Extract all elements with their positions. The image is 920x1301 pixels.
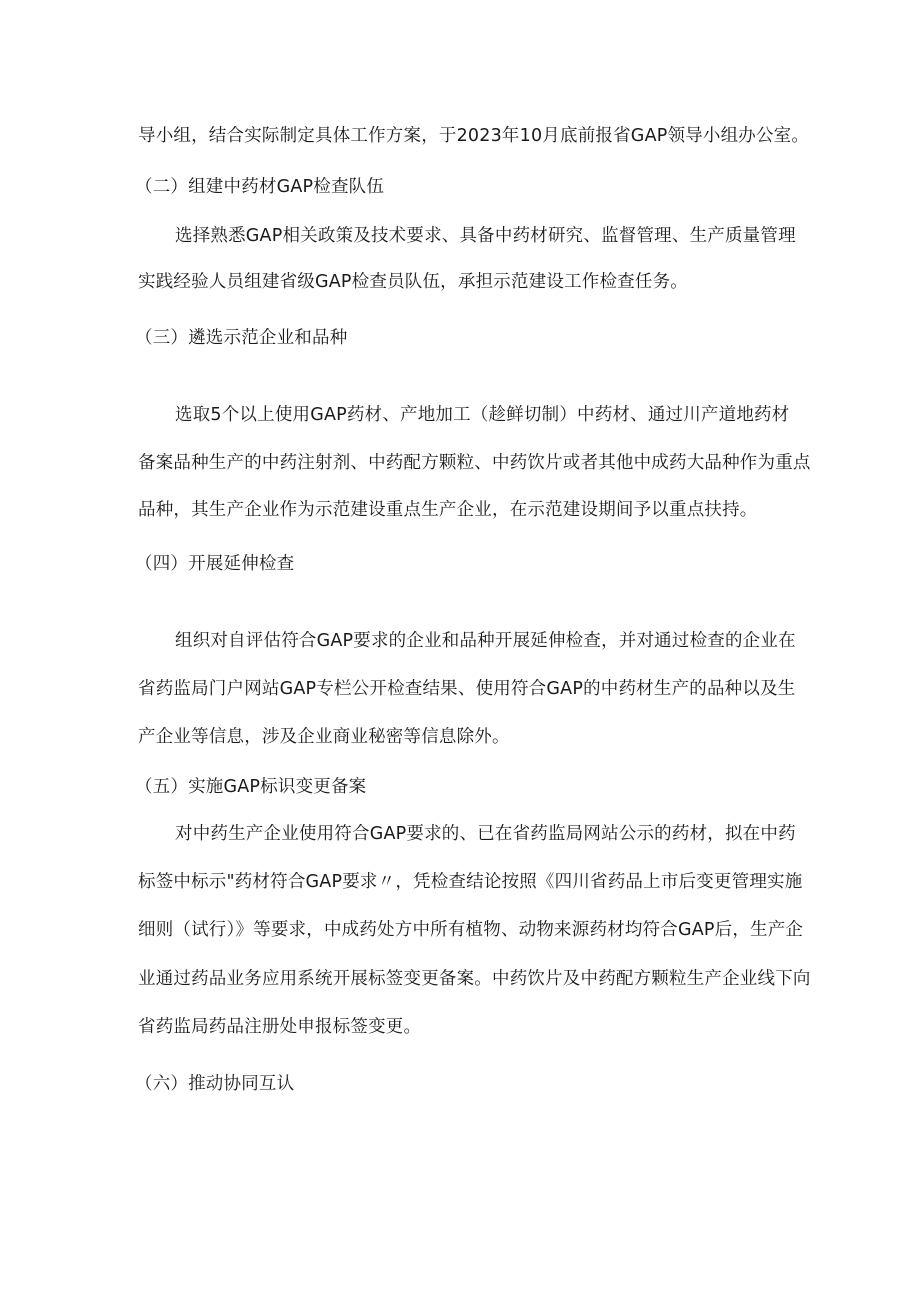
paragraph-line: 业通过药品业务应用系统开展标签变更备案。中药饮片及中药配方颗粒生产企业线下向 bbox=[138, 969, 811, 989]
section-heading-4: （四）开展延伸检查 bbox=[135, 554, 295, 574]
section-heading-3: （三）遴选示范企业和品种 bbox=[135, 328, 348, 348]
paragraph-line: 选取5个以上使用GAP药材、产地加工（趁鲜切制）中药材、通过川产道地药材 bbox=[175, 405, 790, 425]
paragraph-line: 产企业等信息，涉及企业商业秘密等信息除外。 bbox=[138, 727, 510, 747]
paragraph-line: 标签中标示"药材符合GAP要求〃，凭检查结论按照《四川省药品上市后变更管理实施 bbox=[138, 872, 803, 892]
paragraph-line: 细则（试行）》等要求，中成药处方中所有植物、动物来源药材均符合GAP后，生产企 bbox=[138, 920, 804, 940]
paragraph-line: 省药监局药品注册处申报标签变更。 bbox=[138, 1017, 422, 1037]
section-heading-5: （五）实施GAP标识变更备案 bbox=[135, 777, 367, 797]
paragraph-continuation-line: 导小组，结合实际制定具体工作方案，于2023年10月底前报省GAP领导小组办公室。 bbox=[138, 126, 810, 146]
paragraph-line: 品种，其生产企业作为示范建设重点生产企业，在示范建设期间予以重点扶持。 bbox=[138, 500, 758, 520]
section-heading-6: （六）推动协同互认 bbox=[135, 1074, 295, 1094]
paragraph-line: 选择熟悉GAP相关政策及技术要求、具备中药材研究、监督管理、生产质量管理 bbox=[175, 226, 796, 246]
paragraph-line: 省药监局门户网站GAP专栏公开检查结果、使用符合GAP的中药材生产的品种以及生 bbox=[138, 679, 796, 699]
paragraph-line: 备案品种生产的中药注射剂、中药配方颗粒、中药饮片或者其他中成药大品种作为重点 bbox=[138, 453, 811, 473]
section-heading-2: （二）组建中药材GAP检查队伍 bbox=[135, 177, 385, 197]
paragraph-line: 组织对自评估符合GAP要求的企业和品种开展延伸检查，并对通过检查的企业在 bbox=[175, 631, 796, 651]
paragraph-line: 对中药生产企业使用符合GAP要求的、已在省药监局网站公示的药材，拟在中药 bbox=[175, 824, 796, 844]
paragraph-line: 实践经验人员组建省级GAP检查员队伍，承担示范建设工作检查任务。 bbox=[138, 272, 688, 292]
